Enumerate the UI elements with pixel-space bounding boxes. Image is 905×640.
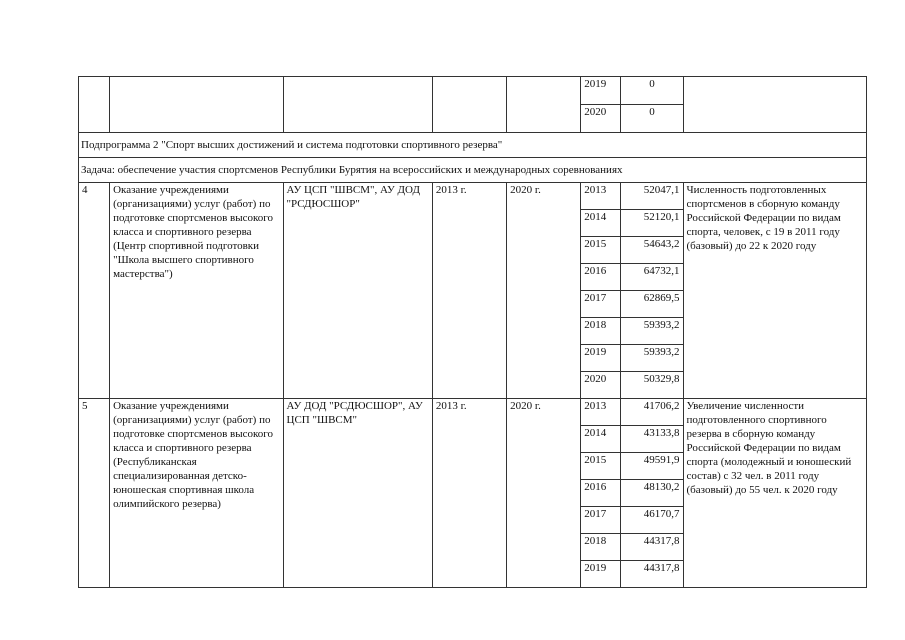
expected-result: Численность подготовленных спортсменов в сборную команду Российской Федерации по видам спорта, человек, с 19 в 2011 году (базовый) до 22 к 2020 году bbox=[683, 183, 866, 399]
subprogram-title: Подпрограмма 2 "Спорт высших достижений и система подготовки спортивного резерва" bbox=[79, 133, 867, 158]
value-cell: 52047,1 bbox=[621, 183, 683, 210]
start-year: 2013 г. bbox=[432, 399, 506, 588]
year-cell: 2016 bbox=[581, 264, 621, 291]
row-number: 4 bbox=[79, 183, 110, 399]
measure-name: Оказание учреждениями (организациями) услуг (работ) по подготовке спортсменов высокого класса и спортивного резерва (Центр спортивной подготовки "Школа высшего спортивного мастерства") bbox=[110, 183, 283, 399]
year-cell: 2020 bbox=[581, 105, 621, 133]
year-cell: 2014 bbox=[581, 210, 621, 237]
year-cell: 2014 bbox=[581, 426, 621, 453]
value-cell: 44317,8 bbox=[621, 561, 683, 588]
cell-empty bbox=[432, 77, 506, 133]
value-cell: 64732,1 bbox=[621, 264, 683, 291]
value-cell: 59393,2 bbox=[621, 345, 683, 372]
value-cell: 62869,5 bbox=[621, 291, 683, 318]
cell-empty bbox=[283, 77, 432, 133]
year-cell: 2015 bbox=[581, 453, 621, 480]
value-cell: 48130,2 bbox=[621, 480, 683, 507]
year-cell: 2018 bbox=[581, 318, 621, 345]
year-cell: 2017 bbox=[581, 291, 621, 318]
program-table bbox=[78, 76, 867, 588]
row-number: 5 bbox=[79, 399, 110, 588]
value-cell: 50329,8 bbox=[621, 372, 683, 399]
value-cell: 59393,2 bbox=[621, 318, 683, 345]
task-title: Задача: обеспечение участия спортсменов Республики Бурятия на всероссийских и международных соревнованиях bbox=[79, 158, 867, 183]
year-cell: 2019 bbox=[581, 561, 621, 588]
cell-empty bbox=[507, 77, 581, 133]
year-cell: 2019 bbox=[581, 345, 621, 372]
start-year: 2013 г. bbox=[432, 183, 506, 399]
subprogram-row bbox=[79, 133, 867, 158]
cell-empty bbox=[79, 77, 110, 133]
value-cell: 46170,7 bbox=[621, 507, 683, 534]
value-cell: 0 bbox=[621, 105, 683, 133]
value-cell: 0 bbox=[621, 77, 683, 105]
expected-result: Увеличение численности подготовленного спортивного резерва в сборную команду Российской Федерации по видам спорта (молодежный и юношеский состав) с 32 чел. в 2011 году (базовый) до 55 чел. к 2020 году bbox=[683, 399, 866, 588]
executor: АУ ДОД "РСДЮСШОР", АУ ЦСП "ШВСМ" bbox=[283, 399, 432, 588]
value-cell: 54643,2 bbox=[621, 237, 683, 264]
cell-empty bbox=[683, 77, 866, 133]
end-year: 2020 г. bbox=[507, 183, 581, 399]
year-cell: 2019 bbox=[581, 77, 621, 105]
value-cell: 44317,8 bbox=[621, 534, 683, 561]
year-cell: 2013 bbox=[581, 183, 621, 210]
measure-name: Оказание учреждениями (организациями) услуг (работ) по подготовке спортсменов высокого класса и спортивного резерва (Республиканская специализированная детско-юношеская спортивная школа олимпийского резерва) bbox=[110, 399, 283, 588]
year-cell: 2017 bbox=[581, 507, 621, 534]
year-cell: 2015 bbox=[581, 237, 621, 264]
end-year: 2020 г. bbox=[507, 399, 581, 588]
value-cell: 43133,8 bbox=[621, 426, 683, 453]
task-row bbox=[79, 158, 867, 183]
executor: АУ ЦСП "ШВСМ", АУ ДОД "РСДЮСШОР" bbox=[283, 183, 432, 399]
table-row bbox=[79, 399, 867, 426]
year-cell: 2013 bbox=[581, 399, 621, 426]
year-cell: 2018 bbox=[581, 534, 621, 561]
table-row bbox=[79, 77, 867, 105]
value-cell: 41706,2 bbox=[621, 399, 683, 426]
cell-empty bbox=[110, 77, 283, 133]
value-cell: 49591,9 bbox=[621, 453, 683, 480]
year-cell: 2016 bbox=[581, 480, 621, 507]
value-cell: 52120,1 bbox=[621, 210, 683, 237]
year-cell: 2020 bbox=[581, 372, 621, 399]
table-row bbox=[79, 183, 867, 210]
